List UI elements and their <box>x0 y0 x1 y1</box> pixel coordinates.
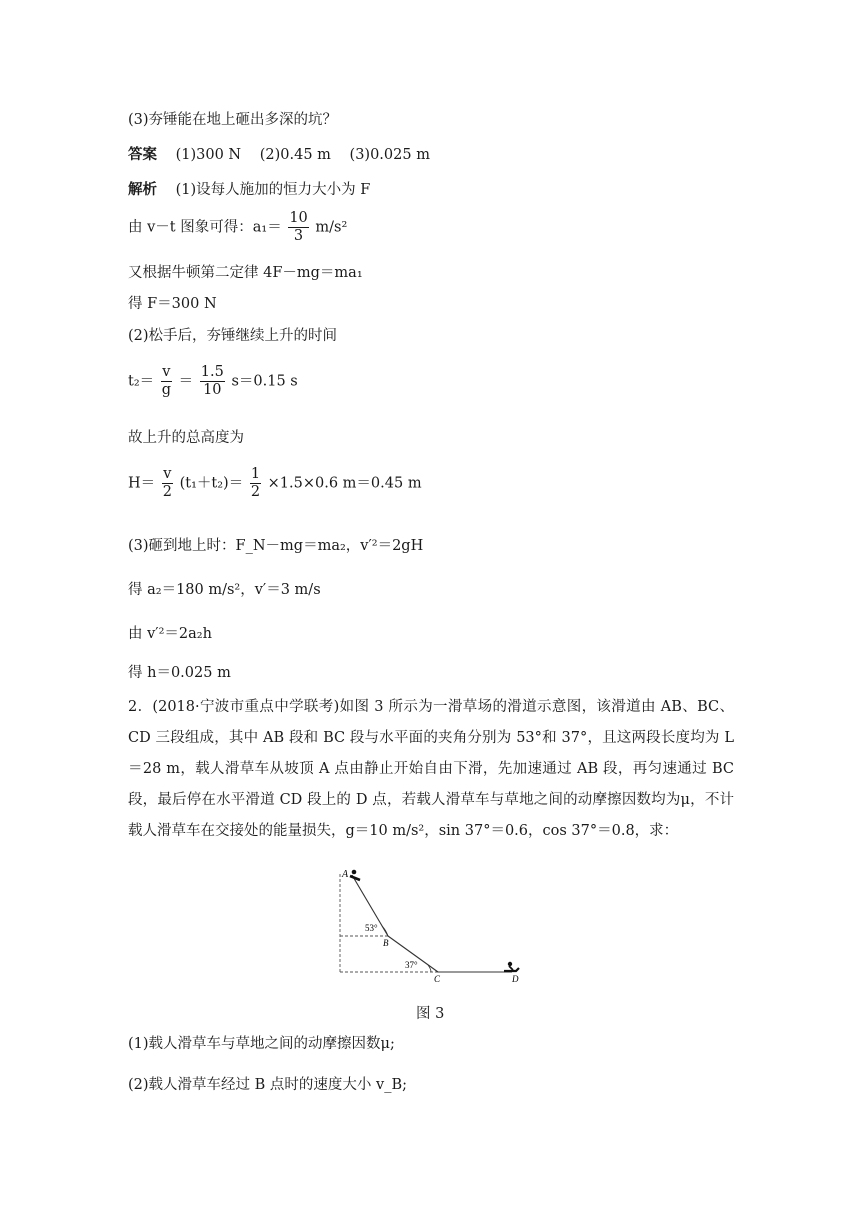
fraction-numerator: 1.5 <box>200 364 224 380</box>
label-c: C <box>434 974 441 984</box>
sled-a-icon <box>350 870 360 880</box>
label-a: A <box>342 869 349 880</box>
equals-sign: ＝ <box>178 373 194 390</box>
fraction-numerator: 1 <box>250 466 261 482</box>
answer-part-2: (2)0.45 m <box>259 147 331 163</box>
fraction-10-3 <box>288 210 308 245</box>
fraction-denominator: 2 <box>162 484 172 500</box>
analysis-line-11: 得 h＝0.025 m <box>128 665 231 681</box>
analysis-line-3: 得 F＝300 N <box>128 296 217 312</box>
answer-part-3: (3)0.025 m <box>349 147 430 163</box>
analysis-line-7-suffix: ×1.5×0.6 m＝0.45 m <box>267 475 422 492</box>
label-b: B <box>383 938 389 948</box>
analysis-line-10: 由 v′²＝2a₂h <box>128 626 212 642</box>
problem-2-text: 2．(2018·宁波市重点中学联考)如图 3 所示为一滑草场的滑道示意图，该滑道由 AB、BC、CD 三段组成，其中 AB 段和 BC 段与水平面的夹角分别为 53°和 37°，且这两段长度均为 L＝28 m，载人滑草车从坡顶 A 点由静止开始自由下滑，先加速通过 AB 段，再匀速通过 BC 段，最后停在水平滑道 CD 段上的 D 点，若载人滑草车与草地之间的动摩擦因数均为μ，不计载人滑草车在交接处的能量损失，g＝10 m/s²，sin 37°＝0.6，cos 37°＝0.8，求： <box>128 699 734 839</box>
analysis-line-7-mid: (t₁＋t₂)＝ <box>179 475 244 492</box>
analysis-intro-line <box>128 180 370 200</box>
fraction-v-g <box>161 364 172 399</box>
analysis-label: 解析 <box>128 181 157 198</box>
fraction-denominator: 10 <box>203 382 222 398</box>
label-angle-37: 37° <box>405 960 418 970</box>
analysis-line-1-prefix: 由 v－t 图象可得：a₁＝ <box>128 219 282 236</box>
fraction-1.5-10 <box>200 364 225 399</box>
answer-label: 答案 <box>128 146 157 163</box>
fraction-denominator: 3 <box>293 228 304 244</box>
fraction-denominator: g <box>161 382 172 398</box>
label-angle-53: 53° <box>365 923 378 933</box>
analysis-line-6: 故上升的总高度为 <box>128 430 244 446</box>
figure-caption: 图 3 <box>416 1006 445 1022</box>
question-3: (3)夯锤能在地上砸出多深的坑？ <box>128 112 338 128</box>
analysis-line-4: (2)松手后，夯锤继续上升的时间 <box>128 328 338 344</box>
analysis-intro: (1)设每人施加的恒力大小为 F <box>175 182 371 198</box>
analysis-line-5-prefix: t₂＝ <box>128 373 155 390</box>
analysis-line-1-unit: m/s² <box>315 219 348 236</box>
problem-2-q2: (2)载人滑草车经过 B 点时的速度大小 v_B; <box>128 1077 408 1093</box>
fraction-numerator: v <box>162 364 171 380</box>
analysis-line-8: (3)砸到地上时：F_N－mg＝ma₂，v′²＝2gH <box>128 538 424 554</box>
analysis-line-7-prefix: H＝ <box>128 475 156 492</box>
analysis-line-2: 又根据牛顿第二定律 4F－mg＝ma₁ <box>128 265 363 281</box>
ski-slope-diagram <box>330 866 530 986</box>
problem-2-q1: (1)载人滑草车与草地之间的动摩擦因数μ; <box>128 1036 395 1052</box>
analysis-line-9: 得 a₂＝180 m/s²，v′＝3 m/s <box>128 582 321 598</box>
fraction-v-2 <box>162 466 173 501</box>
fraction-1-2 <box>250 466 261 501</box>
analysis-line-7 <box>128 466 422 501</box>
label-d: D <box>512 974 519 984</box>
analysis-line-1 <box>128 210 347 245</box>
fraction-denominator: 2 <box>250 484 261 500</box>
sled-d-icon <box>504 962 519 971</box>
analysis-line-5-suffix: s＝0.15 s <box>231 373 298 390</box>
answer-part-1: (1)300 N <box>175 147 242 163</box>
analysis-line-5 <box>128 364 298 399</box>
fraction-numerator: v <box>163 466 172 482</box>
fraction-numerator: 10 <box>289 210 308 226</box>
answer-line <box>128 145 430 165</box>
